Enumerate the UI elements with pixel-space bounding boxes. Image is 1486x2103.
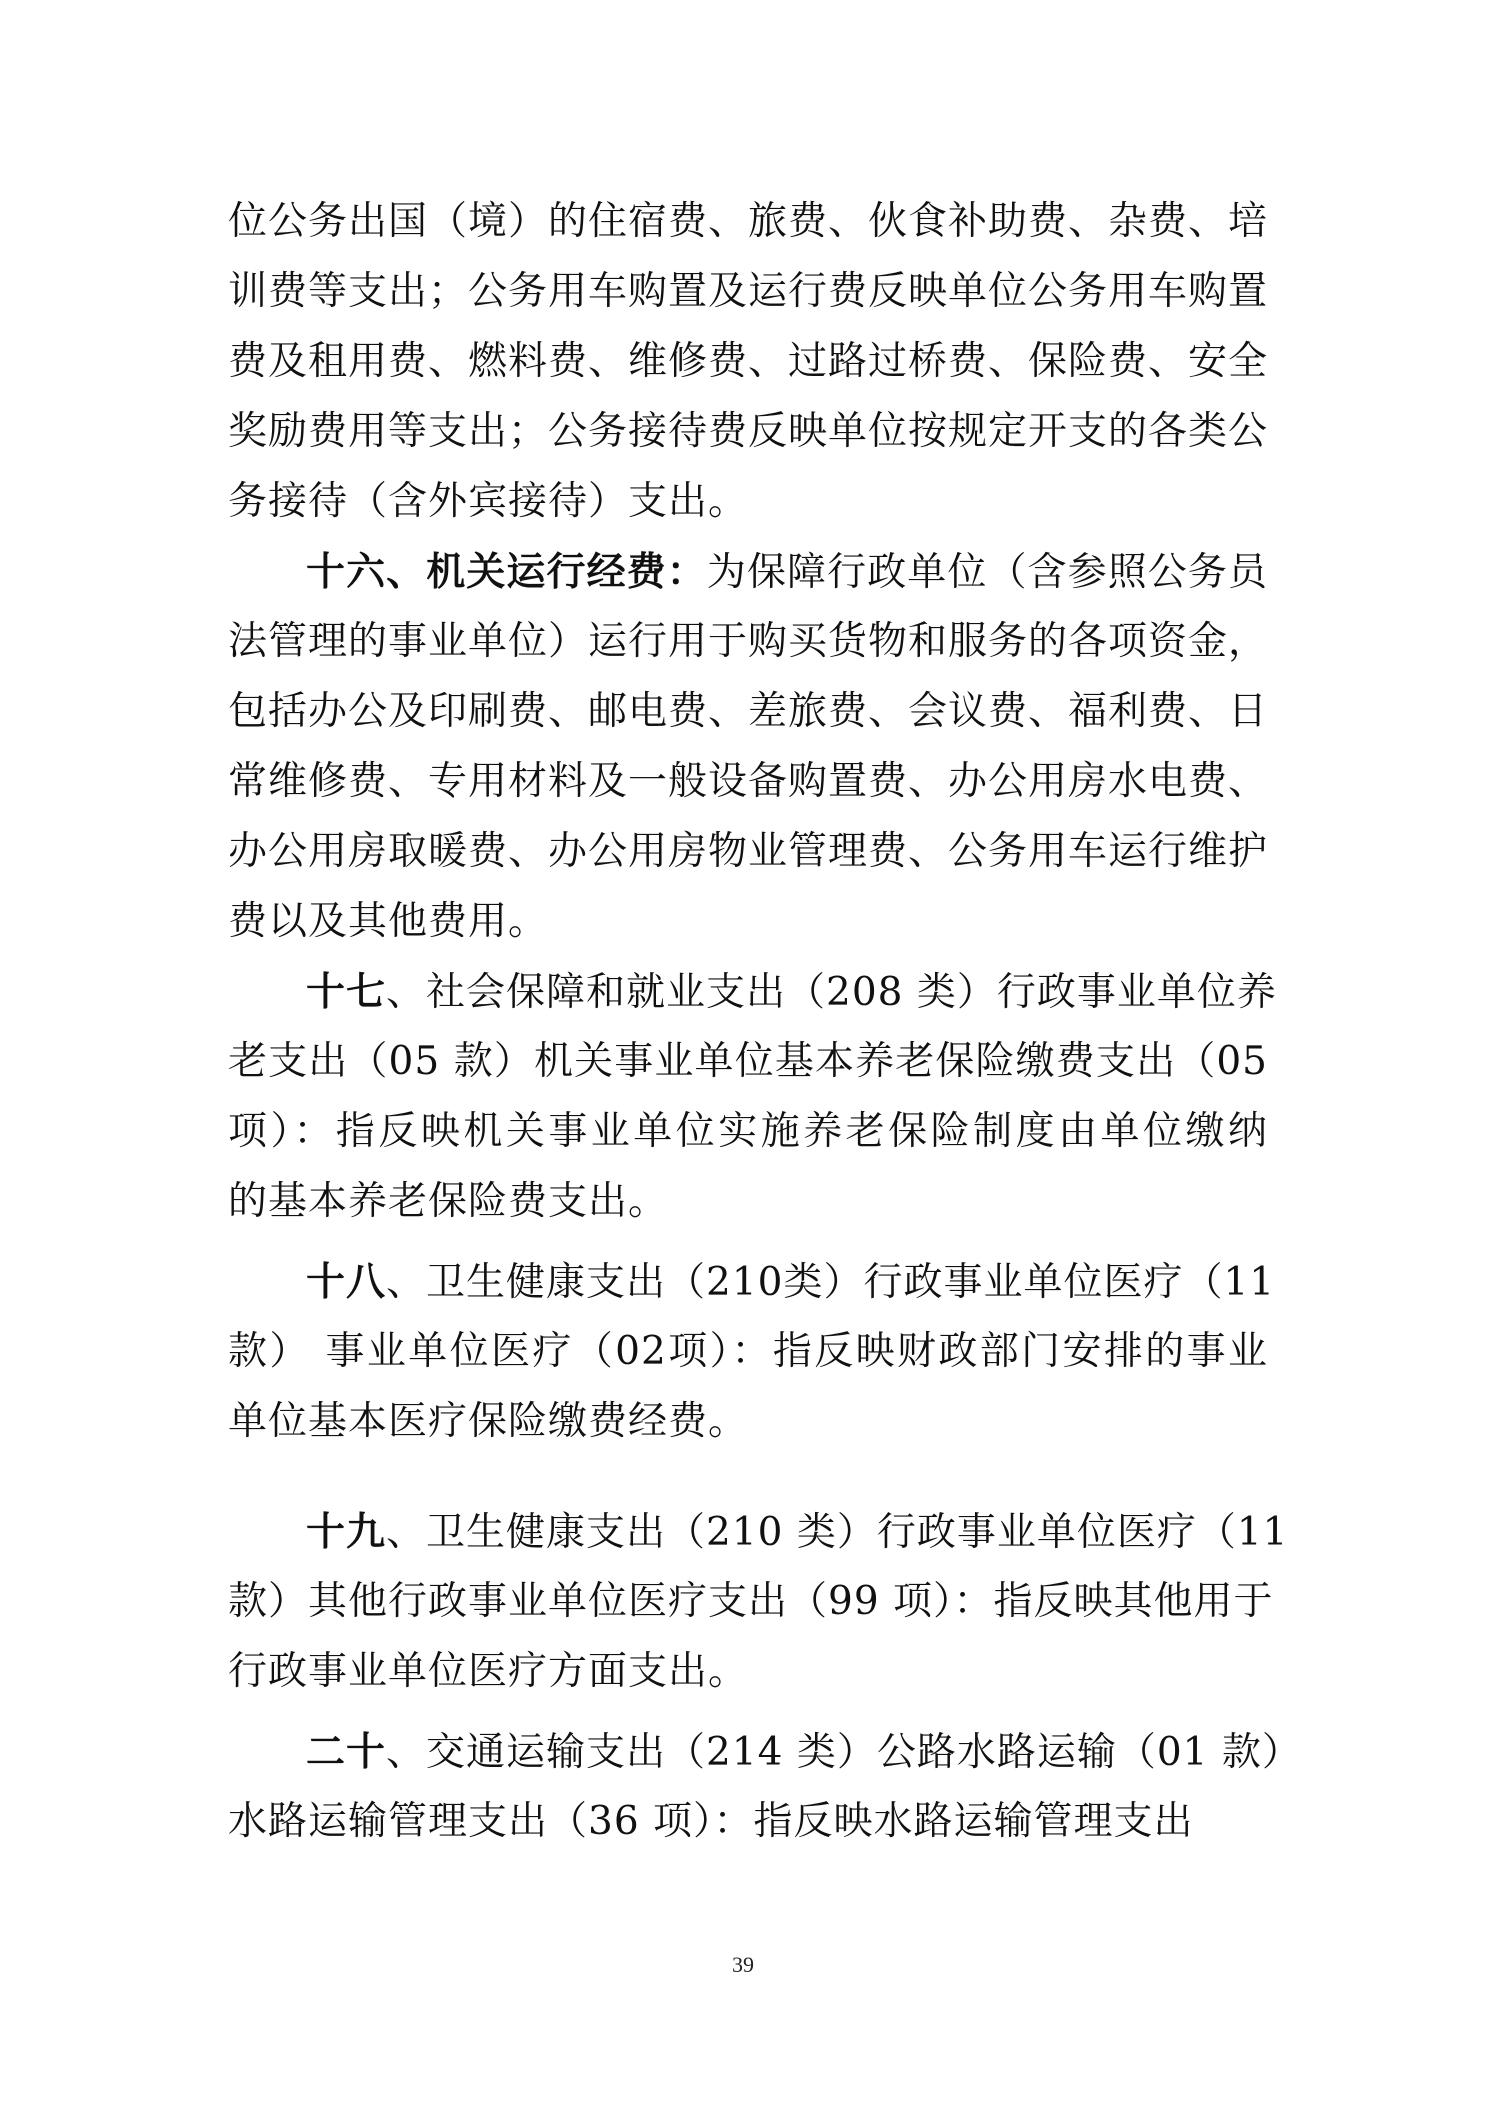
paragraph-line: 费及租用费、燃料费、维修费、过路过桥费、保险费、安全 (228, 339, 1269, 384)
section-18-text: 、卫生健康支出（210类）行政事业单位医疗（11 (386, 1260, 1276, 1305)
section-17-first-line (306, 962, 1277, 1022)
section-17-line: 项）：指反映机关事业单位实施养老保险制度由单位缴纳 (228, 1109, 1268, 1154)
section-16-heading: 十六、机关运行经费： (306, 549, 707, 595)
section-17-text: 、社会保障和就业支出（208 类）行政事业单位养 (386, 970, 1277, 1015)
page-number: 39 (732, 1952, 754, 1977)
section-19-line: 款）其他行政事业单位医疗支出（99 项）：指反映其他用于 (228, 1579, 1274, 1624)
section-18-line: 款） 事业单位医疗（02项）：指反映财政部门安排的事业 (228, 1329, 1268, 1374)
section-19-text: 、卫生健康支出（210 类）行政事业单位医疗（11 (386, 1510, 1289, 1555)
section-19-line: 行政事业单位医疗方面支出。 (228, 1649, 749, 1694)
section-20-heading: 二十 (306, 1729, 387, 1775)
section-16-line: 包括办公及印刷费、邮电费、差旅费、会议费、福利费、日 (228, 689, 1269, 734)
paragraph-line: 训费等支出；公务用车购置及运行费反映单位公务用车购置 (228, 269, 1269, 314)
paragraph-line: 位公务出国（境）的住宿费、旅费、伙食补助费、杂费、培 (228, 199, 1269, 244)
section-16-line: 法管理的事业单位）运行用于购买货物和服务的各项资金， (228, 619, 1269, 664)
section-17-line: 老支出（05 款）机关事业单位基本养老保险缴费支出（05 (228, 1039, 1268, 1084)
paragraph-line: 务接待（含外宾接待）支出。 (228, 479, 749, 524)
section-18-heading: 十八 (306, 1259, 387, 1305)
section-19-heading: 十九 (306, 1509, 387, 1555)
section-19-first-line (306, 1502, 1289, 1562)
section-17-line: 的基本养老保险费支出。 (228, 1179, 669, 1224)
section-20-text: 、交通运输支出（214 类）公路水路运输（01 款） (386, 1730, 1302, 1775)
section-20-first-line (306, 1722, 1302, 1782)
section-16-text: 为保障行政单位（含参照公务员 (706, 550, 1268, 595)
section-17-heading: 十七 (306, 969, 387, 1015)
section-18-line: 单位基本医疗保险缴费经费。 (228, 1399, 749, 1444)
section-16-first-line (306, 542, 1268, 602)
paragraph-line: 奖励费用等支出；公务接待费反映单位按规定开支的各类公 (228, 409, 1269, 454)
section-16-line: 常维修费、专用材料及一般设备购置费、办公用房水电费、 (228, 759, 1269, 804)
section-16-line: 费以及其他费用。 (228, 899, 549, 944)
section-20-line: 水路运输管理支出（36 项）：指反映水路运输管理支出 (228, 1799, 1194, 1844)
section-18-first-line (306, 1252, 1276, 1312)
section-16-line: 办公用房取暖费、办公用房物业管理费、公务用车运行维护 (228, 829, 1269, 874)
